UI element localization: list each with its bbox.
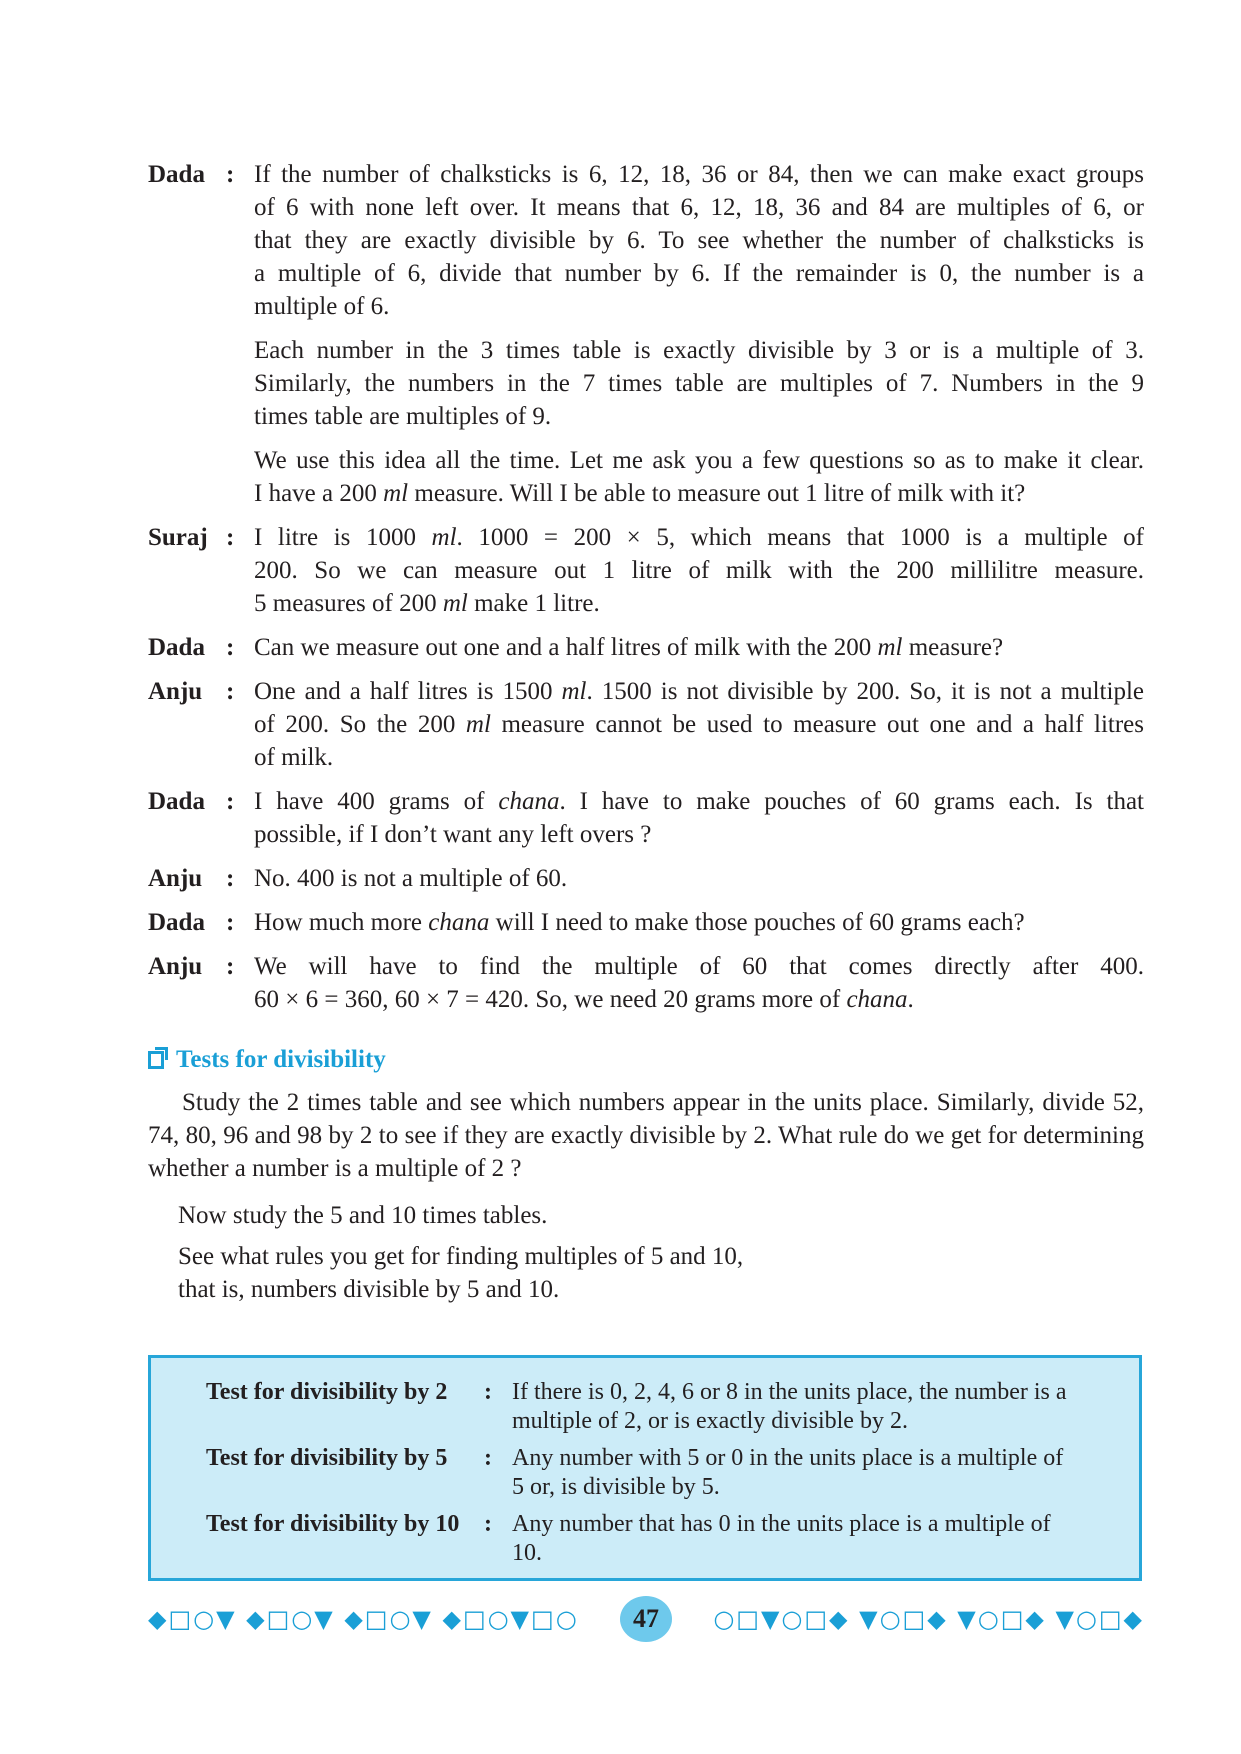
speaker-colon: : [226, 865, 235, 892]
speaker-name: Anju [148, 678, 203, 705]
dialogue-turn [148, 675, 1144, 774]
dialogue-paragraph [254, 862, 1144, 895]
speaker-colon: : [226, 953, 235, 980]
text-line: No. 400 is not a multiple of 60. [254, 865, 568, 892]
rules-grid [206, 1378, 1076, 1568]
rule-text: If there is 0, 2, 4, 6 or 8 in the units place, the number is a multiple of 2, or is exactly divisible by 2. [512, 1379, 1067, 1434]
text-line: Each number in the 3 times table is exactly divisible by 3 or is a multiple of 3. [254, 337, 1144, 364]
rules-line-2: that is, numbers divisible by 5 and 10. [178, 1276, 560, 1303]
speaker-name: Dada [148, 634, 205, 661]
text-line: possible, if I don’t want any left overs ? [254, 821, 652, 848]
speaker-name [148, 334, 226, 444]
dialogue-turn [148, 950, 1144, 1016]
speaker-name: Dada [148, 161, 205, 188]
dialogue-turn [148, 158, 1144, 510]
section-heading [148, 1046, 1144, 1074]
speaker-colon: : [226, 161, 235, 188]
speaker-name [148, 444, 226, 510]
text-line: How much more chana will I need to make those pouches of 60 grams each? [254, 909, 1025, 936]
text-line: 5 measures of 200 ml make 1 litre. [254, 590, 600, 617]
dialogue-paragraph [254, 444, 1144, 510]
speaker-name: Anju [148, 953, 203, 980]
speaker-name: Dada [148, 909, 205, 936]
text-line: multiple of 6. [254, 293, 390, 320]
rule-colon: : [484, 1511, 492, 1537]
text-line: of 6 with none left over. It means that 6, 12, 18, 36 and 84 are multiples of 6, or [254, 194, 1144, 221]
text-line: a multiple of 6, divide that number by 6. If the remainder is 0, the number is a [254, 260, 1144, 287]
rule-name: Test for divisibility by 5 [206, 1445, 448, 1471]
dialogue-paragraph [254, 785, 1144, 851]
speaker-name: Suraj [148, 524, 208, 551]
text-line: We will have to find the multiple of 60 that comes directly after 400. [254, 953, 1144, 980]
speaker-colon: : [226, 909, 235, 936]
speaker-colon [226, 334, 254, 444]
dialogue-turn [148, 785, 1144, 851]
divisibility-rules-box [148, 1355, 1142, 1581]
text-line: If the number of chalksticks is 6, 12, 18, 36 or 84, then we can make exact groups [254, 161, 1144, 188]
text-line: that they are exactly divisible by 6. To see whether the number of chalksticks is [254, 227, 1144, 254]
text-line: Can we measure out one and a half litres of milk with the 200 ml measure? [254, 634, 1004, 661]
page-footer [148, 1596, 1144, 1642]
text-line: times table are multiples of 9. [254, 403, 552, 430]
text-line: I litre is 1000 ml. 1000 = 200 × 5, which means that 1000 is a multiple of [254, 524, 1144, 551]
text-line: One and a half litres is 1500 ml. 1500 is not divisible by 200. So, it is not a multiple [254, 678, 1144, 705]
dialogue-paragraph [254, 906, 1144, 939]
dialogue-paragraph [254, 675, 1144, 774]
rule-text: Any number with 5 or 0 in the units place is a multiple of 5 or, is divisible by 5. [512, 1445, 1064, 1500]
dialogue-paragraph [254, 950, 1144, 1016]
speaker-colon: : [226, 678, 235, 705]
speaker-colon: : [226, 788, 235, 815]
dialogue-turn [148, 906, 1144, 939]
rule-colon: : [484, 1379, 492, 1405]
rule-name: Test for divisibility by 10 [206, 1511, 460, 1537]
text-line: 60 × 6 = 360, 60 × 7 = 420. So, we need 20 grams more of chana. [254, 986, 914, 1013]
dialogue-turn [148, 631, 1144, 664]
dialogue [148, 158, 1144, 1016]
page-content [148, 158, 1144, 1306]
speaker-name: Anju [148, 865, 203, 892]
text-line: I have 400 grams of chana. I have to make pouches of 60 grams each. Is that [254, 788, 1144, 815]
text-line: 200. So we can measure out 1 litre of milk with the 200 millilitre measure. [254, 557, 1144, 584]
speaker-name: Dada [148, 788, 205, 815]
rule-colon: : [484, 1445, 492, 1471]
text-line: of 200. So the 200 ml measure cannot be used to measure out one and a half litres [254, 711, 1144, 738]
page-number: 47 [620, 1596, 672, 1642]
dialogue-turn [148, 521, 1144, 620]
checkbox-bullet-icon [148, 1051, 164, 1069]
dialogue-paragraph [254, 334, 1144, 433]
speaker-colon [226, 444, 254, 510]
text-line: I have a 200 ml measure. Will I be able to measure out 1 litre of milk with it? [254, 480, 1026, 507]
text-line: of milk. [254, 744, 334, 771]
rules-line-1: See what rules you get for finding multiples of 5 and 10, [178, 1243, 744, 1270]
footer-decoration-right: ○□▼○□◆ ▼○□◆ ▼○□◆ ▼○□◆ [713, 1605, 1144, 1633]
speaker-colon: : [226, 524, 235, 551]
dialogue-paragraph [254, 158, 1144, 323]
dialogue-turn [148, 862, 1144, 895]
section-title: Tests for divisibility [176, 1046, 386, 1073]
text-line: Similarly, the numbers in the 7 times table are multiples of 7. Numbers in the 9 [254, 370, 1144, 397]
text-line: We use this idea all the time. Let me ask you a few questions so as to make it clear. [254, 447, 1144, 474]
rule-name: Test for divisibility by 2 [206, 1379, 448, 1405]
dialogue-paragraph [254, 521, 1144, 620]
speaker-colon: : [226, 634, 235, 661]
rule-text: Any number that has 0 in the units place is a multiple of 10. [512, 1511, 1051, 1566]
footer-decoration-left: ◆□○▼ ◆□○▼ ◆□○▼ ◆□○▼□○ [148, 1605, 579, 1633]
section-paragraph: Study the 2 times table and see which numbers appear in the units place. Similarly, divide 52, 74, 80, 96 and 98 by 2 to see if they are exactly divisible by 2. What rule do we get for determining whether a number is a multiple of 2 ? [148, 1089, 1144, 1182]
study-line: Now study the 5 and 10 times tables. [178, 1202, 548, 1229]
dialogue-paragraph [254, 631, 1144, 664]
